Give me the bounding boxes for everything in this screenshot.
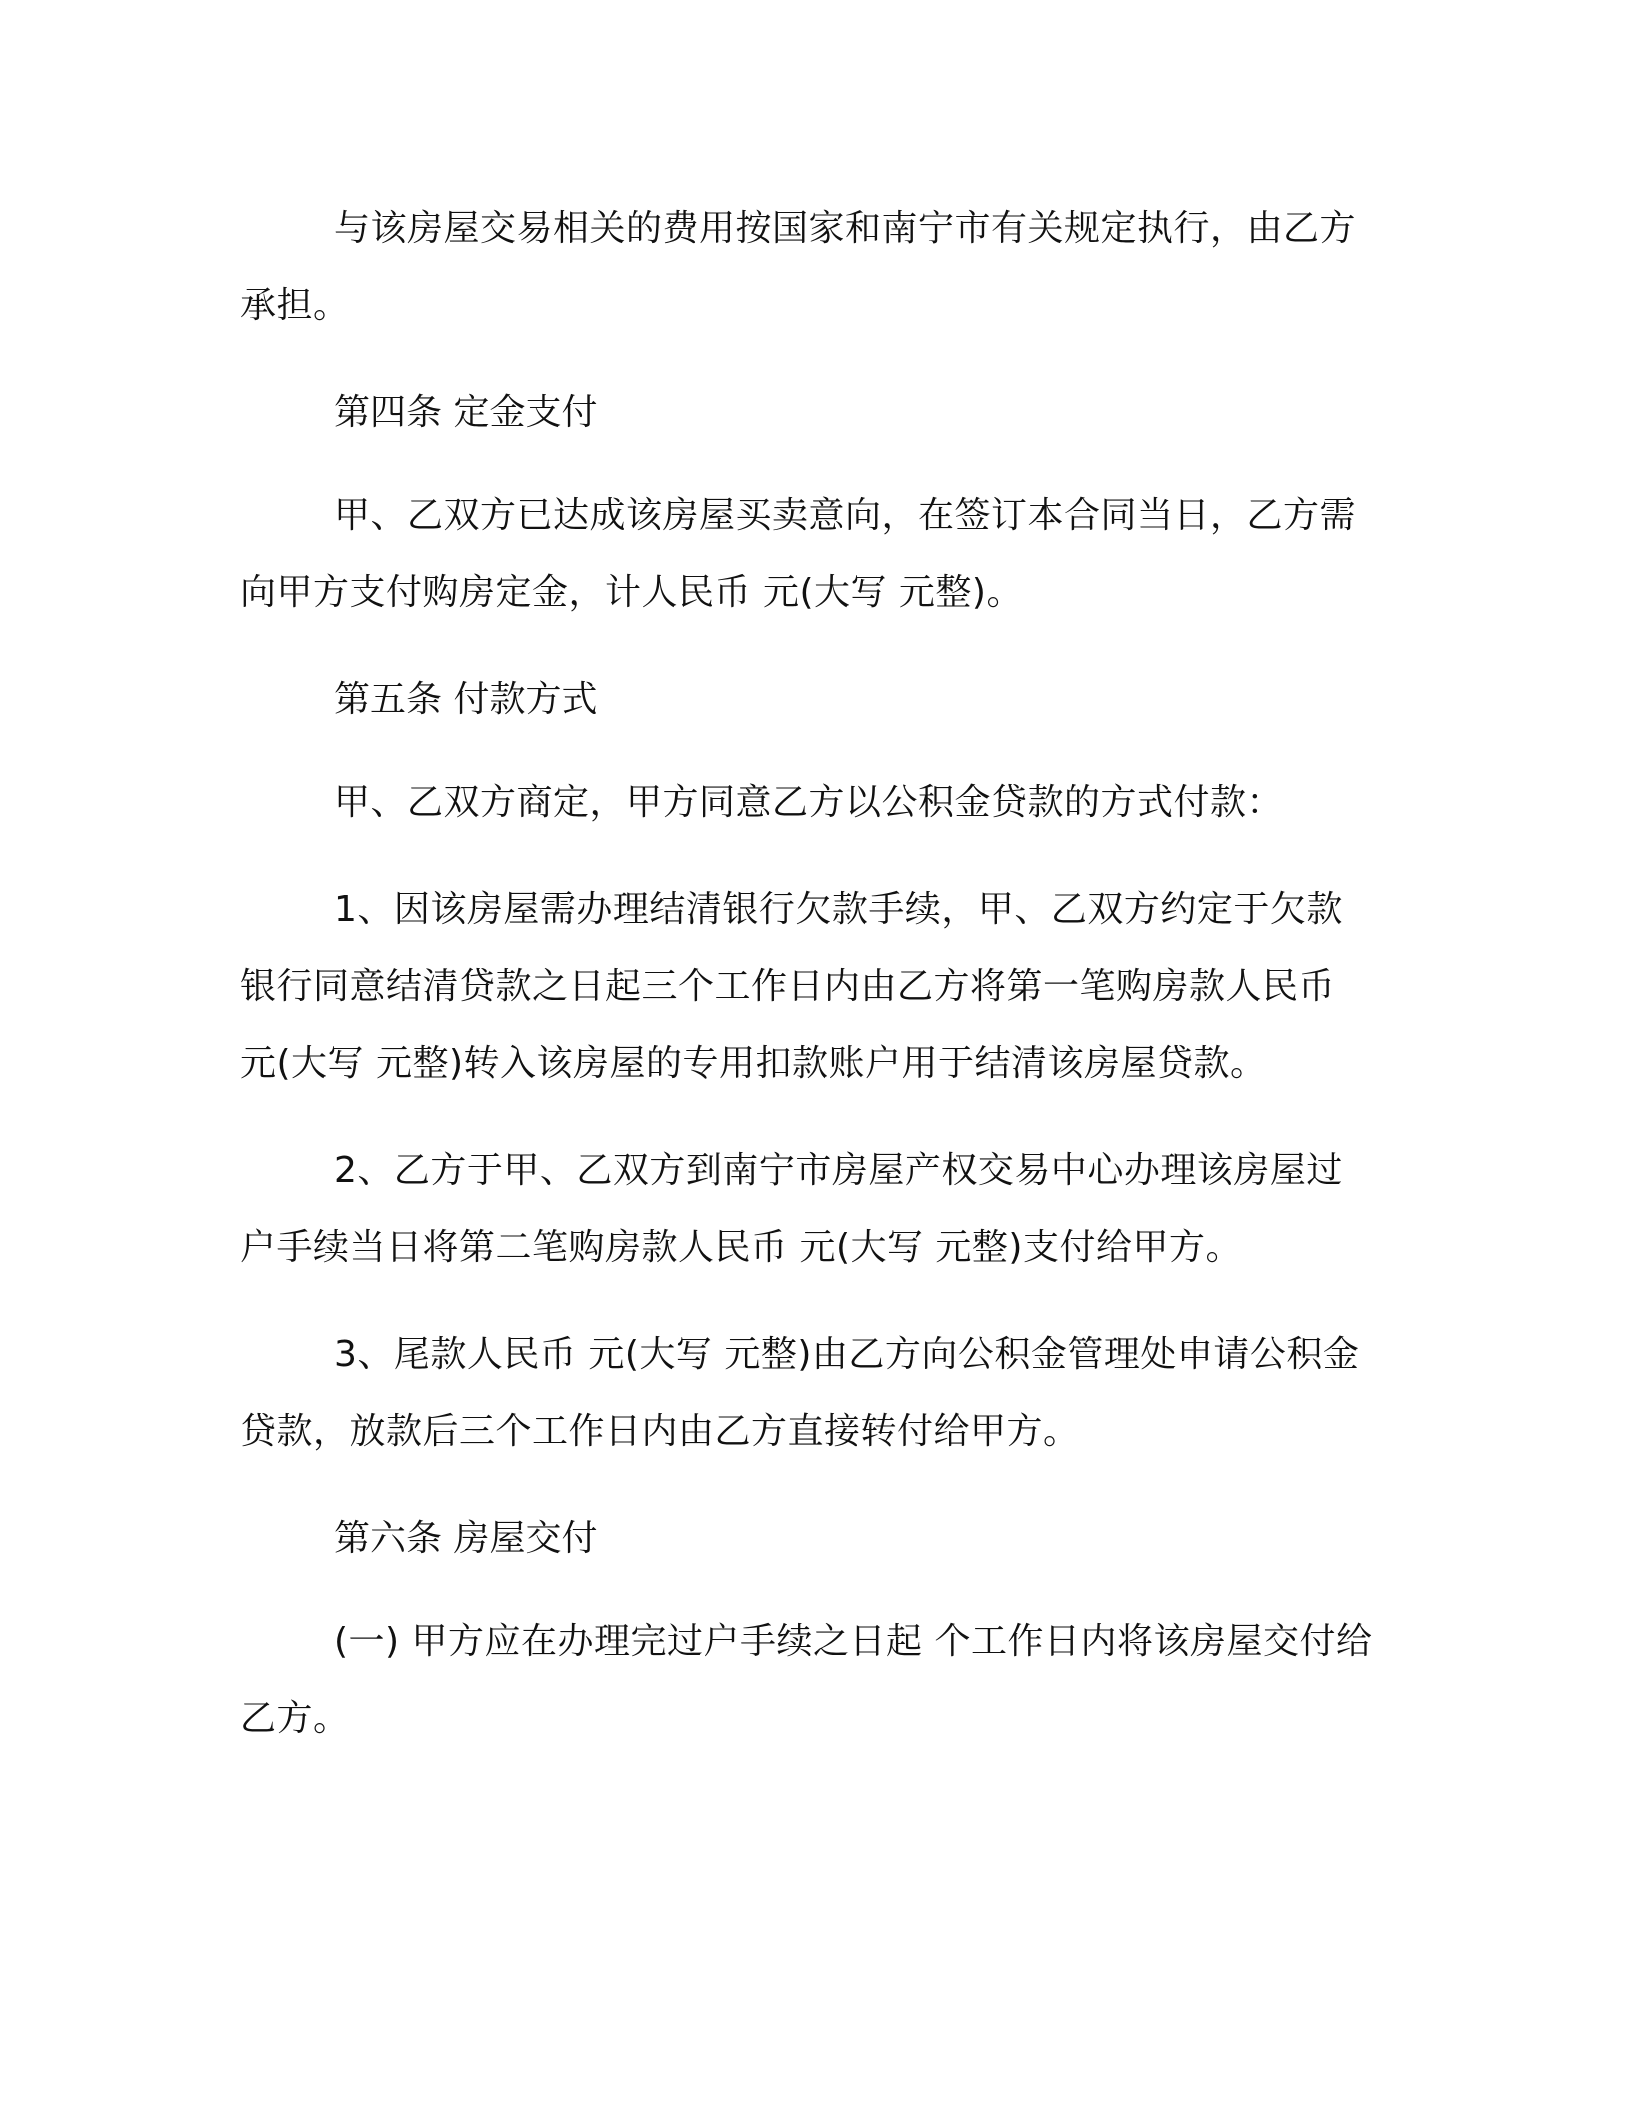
heading-text: 第五条 付款方式	[334, 679, 598, 720]
paragraph-deposit	[240, 477, 1390, 631]
paragraph-payment-item-1	[240, 871, 1390, 1102]
paragraph-line: 银行同意结清贷款之日起三个工作日内由乙方将第一笔购房款人民币	[240, 966, 1336, 1007]
heading-text: 第六条 房屋交付	[334, 1518, 598, 1559]
paragraph-payment-agreement	[240, 764, 1390, 841]
paragraph-payment-item-2	[240, 1132, 1390, 1286]
paragraph-delivery-1	[240, 1603, 1390, 1757]
paragraph-line: 甲、乙双方已达成该房屋买卖意向，在签订本合同当日，乙方需	[334, 495, 1357, 536]
paragraph-payment-item-3	[240, 1316, 1390, 1470]
paragraph-line: 贷款，放款后三个工作日内由乙方直接转付给甲方。	[240, 1411, 1080, 1452]
paragraph-line: 户手续当日将第二笔购房款人民币 元(大写 元整)支付给甲方。	[240, 1227, 1242, 1268]
paragraph-line: 1、因该房屋需办理结清银行欠款手续，甲、乙双方约定于欠款	[334, 889, 1343, 930]
paragraph-fees	[240, 190, 1390, 344]
paragraph-line: 乙方。	[240, 1698, 350, 1739]
heading-text: 第四条 定金支付	[334, 392, 598, 433]
section-heading-article-5	[240, 661, 1390, 738]
paragraph-line: (一) 甲方应在办理完过户手续之日起 个工作日内将该房屋交付给	[334, 1621, 1373, 1662]
paragraph-line: 与该房屋交易相关的费用按国家和南宁市有关规定执行，由乙方	[334, 208, 1357, 249]
paragraph-line: 元(大写 元整)转入该房屋的专用扣款账户用于结清该房屋贷款。	[240, 1043, 1267, 1084]
section-heading-article-4	[240, 374, 1390, 451]
section-heading-article-6	[240, 1500, 1390, 1577]
document-body	[240, 190, 1390, 1787]
paragraph-line: 2、乙方于甲、乙双方到南宁市房屋产权交易中心办理该房屋过	[334, 1150, 1343, 1191]
paragraph-line: 向甲方支付购房定金，计人民币 元(大写 元整)。	[240, 572, 1023, 613]
paragraph-line: 甲、乙双方商定，甲方同意乙方以公积金贷款的方式付款：	[334, 782, 1284, 823]
paragraph-line: 承担。	[240, 285, 350, 326]
paragraph-line: 3、尾款人民币 元(大写 元整)由乙方向公积金管理处申请公积金	[334, 1334, 1360, 1375]
